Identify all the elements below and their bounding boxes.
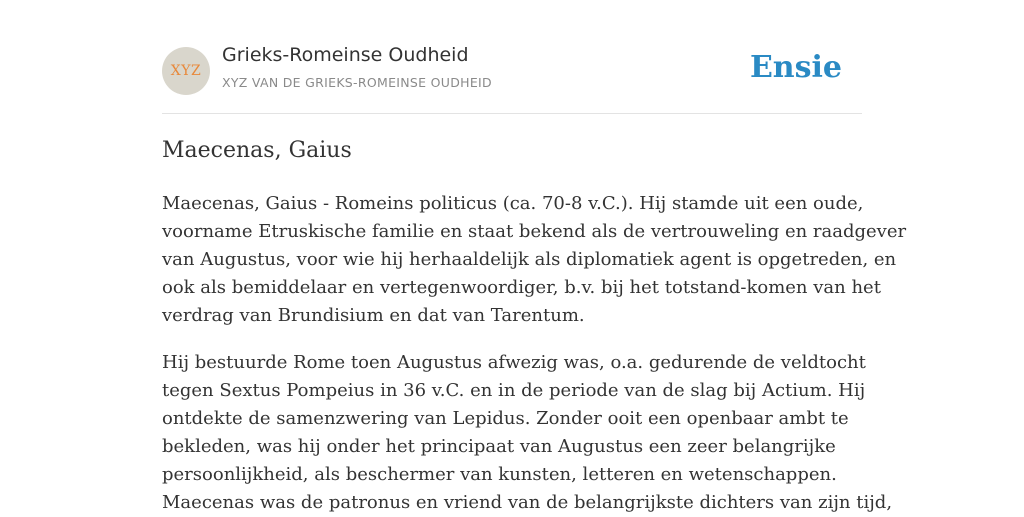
avatar-text: XYZ (170, 63, 202, 79)
paragraph-line: verdrag van Brundisium en dat van Tarentum. (162, 305, 585, 326)
paragraph-line: persoonlijkheid, als beschermer van kunsten, letteren en wetenschappen. (162, 464, 837, 485)
ensie-logo-link[interactable]: Ensie (749, 50, 842, 85)
channel-title[interactable]: Grieks-Romeinse Oudheid (222, 44, 469, 66)
paragraph-line: Maecenas, Gaius - Romeins politicus (ca. 70-8 v.C.). Hij stamde uit een oude, (162, 193, 864, 214)
paragraph-line: bekleden, was hij onder het principaat van Augustus een zeer belangrijke (162, 436, 836, 457)
paragraph-line: van Augustus, voor wie hij herhaaldelijk als diplomatiek agent is opgetreden, en (162, 249, 897, 270)
article-paragraph (162, 349, 893, 517)
channel-header (162, 0, 862, 114)
page (162, 0, 907, 513)
paragraph-line: voorname Etruskische familie en staat bekend als de vertrouweling en raadgever (162, 221, 907, 242)
paragraph-line: Hij bestuurde Rome toen Augustus afwezig was, o.a. gedurende de veldtocht (162, 352, 866, 373)
paragraph-line: tegen Sextus Pompeius in 36 v.C. en in de periode van de slag bij Actium. Hij (162, 380, 866, 401)
article-paragraph (162, 190, 907, 330)
article-title: Maecenas, Gaius (162, 138, 352, 163)
paragraph-line: Maecenas was de patronus en vriend van de belangrijkste dichters van zijn tijd, (162, 492, 893, 513)
channel-avatar[interactable] (162, 47, 210, 95)
paragraph-line: ook als bemiddelaar en vertegenwoordiger, b.v. bij het totstand-komen van het (162, 277, 881, 298)
paragraph-line: ontdekte de samenzwering van Lepidus. Zonder ooit een openbaar ambt te (162, 408, 849, 429)
channel-subtitle: XYZ VAN DE GRIEKS-ROMEINSE OUDHEID (222, 75, 492, 90)
